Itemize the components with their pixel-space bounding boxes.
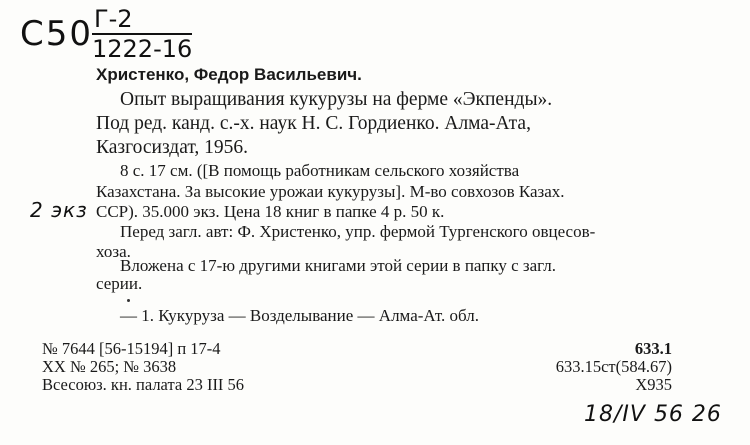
shelf-fraction-numerator: Г-2: [94, 5, 133, 33]
note-line-2: хоза.: [96, 242, 131, 261]
collation-line-1: 8 с. 17 см. ([В помощь работникам сельского хозяйства: [120, 161, 520, 180]
volume-note-line-2: серии.: [96, 274, 143, 293]
shelf-fraction-handwritten: [92, 6, 192, 63]
shelf-fraction-denominator: 1222-16: [92, 35, 193, 63]
classification-code-2: 633.15ст(584.67): [555, 357, 672, 376]
footer-chamber-imprint: Всесоюз. кн. палата 23 III 56: [42, 375, 245, 394]
volume-note-line-1: Вложена с 17-ю другими книгами этой серии в папку с загл.: [120, 256, 556, 275]
title-line-3: Казгосиздат, 1956.: [96, 137, 249, 158]
footer-series-number: XX № 265; № 3638: [42, 357, 177, 376]
classification-code-1: 633.1: [634, 339, 672, 358]
footer-registration-number: № 7644 [56-15194] п 17-4: [42, 339, 221, 358]
author-mark: Х935: [635, 375, 672, 394]
ink-speck: [127, 299, 130, 302]
date-note-handwritten: 18/IV 56 26: [584, 402, 722, 427]
collation-line-2: Казахстана. За высокие урожаи кукурузы]. М-во совхозов Казах.: [96, 182, 565, 201]
margin-note-handwritten: 2 экз: [30, 198, 88, 222]
collation-line-3: ССР). 35.000 экз. Цена 18 книг в папке 4 р. 50 к.: [96, 202, 445, 221]
author-heading: Христенко, Федор Васильевич.: [96, 65, 362, 84]
title-line-1: Опыт выращивания кукурузы на ферме «Экпенды».: [120, 89, 553, 110]
title-line-2: Под ред. канд. с.-х. наук Н. С. Гордиенко. Алма-Ата,: [96, 113, 531, 134]
note-line-1: Перед загл. авт: Ф. Христенко, упр. фермой Тургенского овцесов-: [120, 222, 596, 241]
shelf-mark-handwritten: С50: [20, 14, 94, 54]
subject-heading: — 1. Кукуруза — Возделывание — Алма-Ат. обл.: [120, 306, 479, 325]
